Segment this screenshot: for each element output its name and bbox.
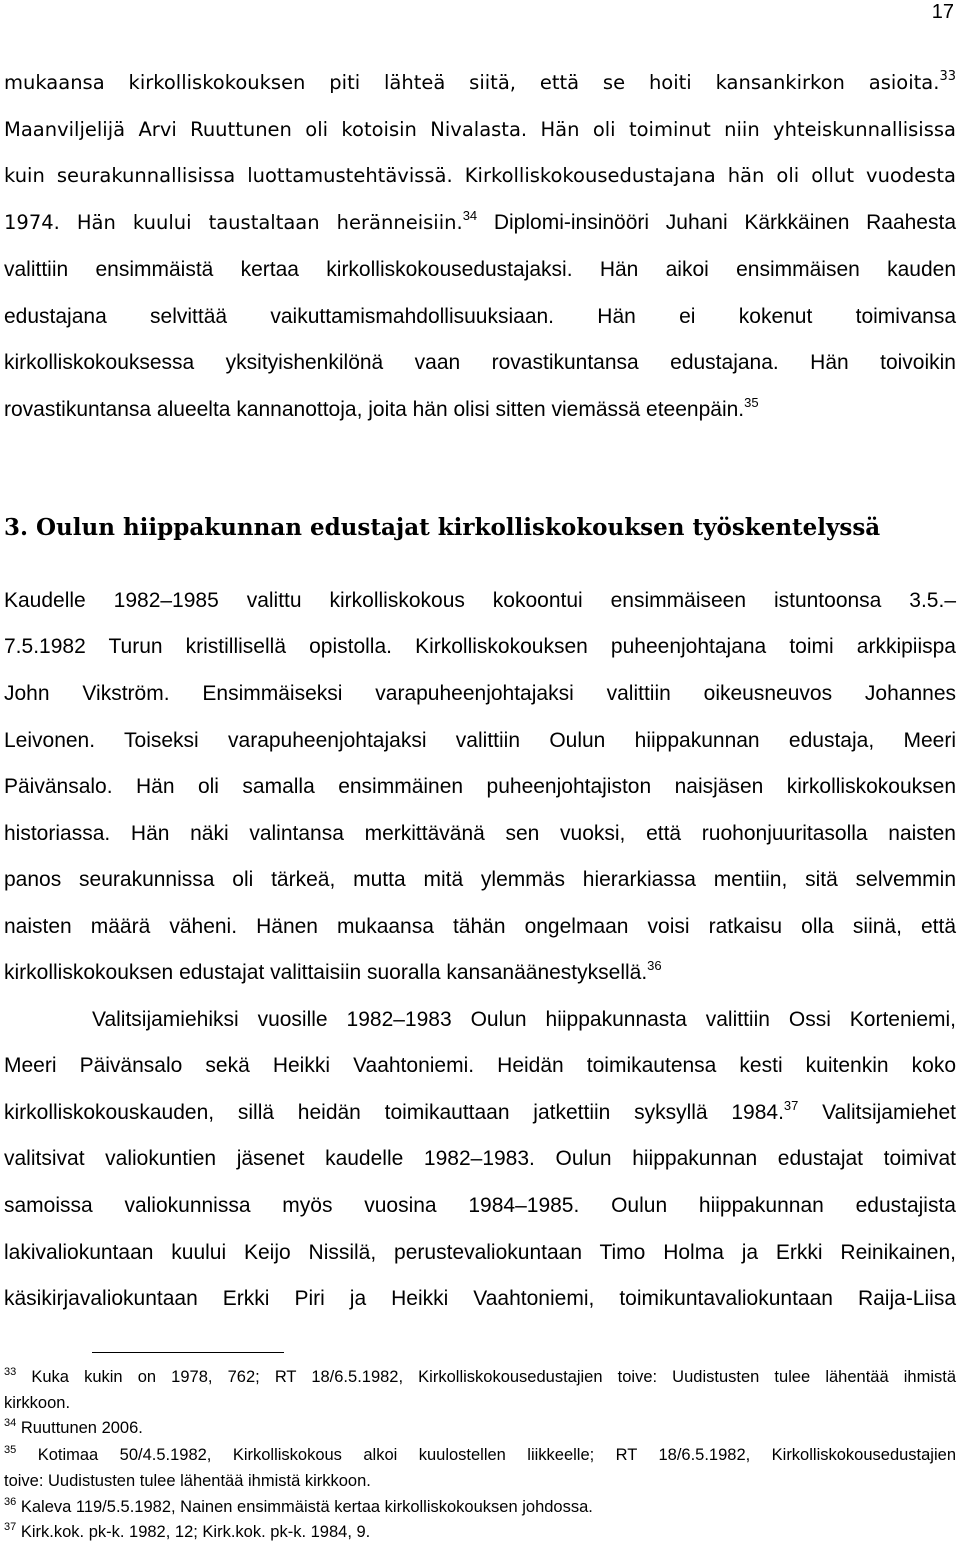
text-line: valitsivat valiokuntien jäsenet kaudelle 1982–1983. Oulun hiippakunnan edustajat toimivat [4,1147,956,1170]
page-number: 17 [931,1,954,23]
section-heading: 3. Oulun hiippakunnan edustajat kirkolliskokouksen työskentelyssä [4,514,881,541]
text-line: historiassa. Hän näki valintansa merkittävänä sen vuoksi, että ruohonjuuritasolla naisten [4,822,956,845]
footnote-ref[interactable]: 34 [462,208,478,223]
text-line: rovastikuntansa alueelta kannanottoja, joita hän olisi sitten viemässä eteenpäin.$^{35}$ [4,395,759,421]
footnote-number: 34 [4,1417,17,1429]
text-line: Maanviljelijä Arvi Ruuttunen oli kotoisin Nivalasta. Hän oli toiminut niin yhteiskunnallisissa [4,118,956,141]
footnote: $^{35}$ Kotimaa 50/4.5.1982, Kirkolliskokous alkoi kuulostellen liikkeelle; RT 18/6.5.1982, Kirkolliskokousedustajien [4,1444,956,1464]
text-line: samoissa valiokunnissa myös vuosina 1984–1985. Oulun hiippakunnan edustajista [4,1194,956,1217]
footnote-ref[interactable]: 35 [744,395,759,410]
text-line: kirkolliskokouksessa yksityishenkilönä vaan rovastikuntansa edustajana. Hän toivoikin [4,351,956,374]
text-line: valittiin ensimmäistä kertaa kirkolliskokousedustajaksi. Hän aikoi ensimmäisen kauden [4,258,956,281]
text-line: kirkolliskokouksen edustajat valittaisiin suoralla kansanäänestyksellä.$^{36}$ [4,958,662,984]
footnote: $^{36}$ Kaleva 119/5.5.1982, Nainen ensimmäistä kertaa kirkolliskokouksen johdossa. [4,1496,593,1516]
text-line: naisten määrä väheni. Hänen mukaansa tähän ongelmaan voisi ratkaisu olla siinä, että [4,915,956,938]
footnote-number: 36 [4,1496,17,1508]
footnote-ref[interactable]: 37 [783,1098,799,1113]
text-line: Valitsijamiehiksi vuosille 1982–1983 Oulun hiippakunnasta valittiin Ossi Korteniemi, [92,1008,956,1031]
footnote-continuation: toive: Uudistusten tulee lähentää ihmistä kirkkoon. [4,1472,371,1490]
text-line: kuin seurakunnallisissa luottamustehtävissä. Kirkolliskokousedustajana hän oli ollut vuodesta [4,164,956,187]
text-line: käsikirjavaliokuntaan Erkki Piri ja Heikki Vaahtoniemi, toimikuntavaliokuntaan Raija-Liisa [4,1287,956,1310]
text-line: edustajana selvittää vaikuttamismahdollisuuksiaan. Hän ei kokenut toimivansa [4,305,956,328]
text-line: lakivaliokuntaan kuului Keijo Nissilä, perustevaliokuntaan Timo Holma ja Erkki Reinikainen, [4,1241,956,1264]
footnote-number: 35 [4,1444,17,1456]
footnote: $^{33}$ Kuka kukin on 1978, 762; RT 18/6.5.1982, Kirkolliskokousedustajien toive: Uudistusten tulee lähentää ihmistä [4,1366,957,1386]
text-line: kirkolliskokouskauden, sillä heidän toimikauttaan jatkettiin syksyllä 1984.37 Valitsijamiehet [4,1098,956,1124]
text-line: John Vikström. Ensimmäiseksi varapuheenjohtajaksi valittiin oikeusneuvos Johannes [4,682,956,705]
text-line: panos seurakunnissa oli tärkeä, mutta mitä ylemmäs hierarkiassa mentiin, sitä selvemmin [4,868,956,891]
footnote-continuation: kirkkoon. [4,1394,71,1412]
text-line: mukaansa kirkolliskokouksen piti lähteä siitä, että se hoiti kansankirkon asioita.$^{33}$ [4,69,956,94]
text-line: Kaudelle 1982–1985 valittu kirkolliskokous kokoontui ensimmäiseen istuntoonsa 3.5.– [4,589,956,612]
footnote-divider [92,1352,284,1353]
text-line: Leivonen. Toiseksi varapuheenjohtajaksi valittiin Oulun hiippakunnan edustaja, Meeri [4,729,956,752]
text-line: Meeri Päivänsalo sekä Heikki Vaahtoniemi. Heidän toimikautensa kesti kuitenkin koko [4,1054,956,1077]
text-line: Päivänsalo. Hän oli samalla ensimmäinen puheenjohtajiston naisjäsen kirkolliskokouksen [4,775,956,798]
text-line: 7.5.1982 Turun kristillisellä opistolla. Kirkolliskokouksen puheenjohtajana toimi arkkipiispa [4,635,956,658]
text-line: 1974. Hän kuului taustaltaan heränneisiin.$^{34}$ Diplomi-insinööri Juhani Kärkkäinen Raahesta [4,208,956,234]
footnote-ref[interactable]: 33 [939,69,956,84]
footnote-number: 33 [4,1366,17,1378]
footnote: $^{37}$ Kirk.kok. pk-k. 1982, 12; Kirk.kok. pk-k. 1984, 9. [4,1521,371,1541]
footnote-ref[interactable]: 36 [647,958,662,973]
footnote-number: 37 [4,1521,17,1533]
footnote: $^{34}$ Ruuttunen 2006. [4,1417,143,1437]
